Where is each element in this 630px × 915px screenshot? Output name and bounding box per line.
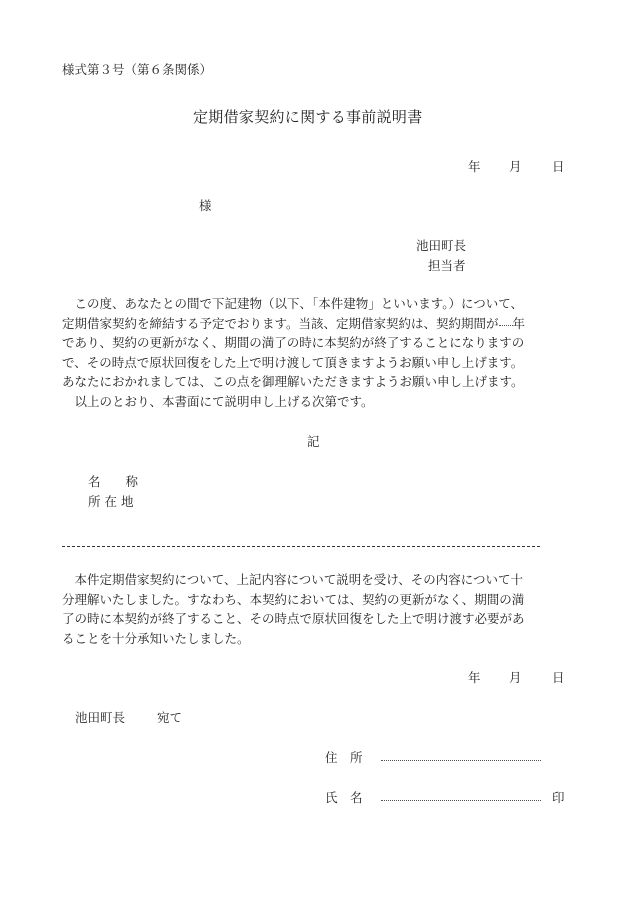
date-day-label: 日 [552,159,565,174]
ack-line: 分理解いたしました。すなわち、本契約においては、契約の更新がなく、期間の満 [62,591,525,607]
ack-line: ることを十分承知いたしました。 [62,630,250,646]
sender-person: 担当者 [428,258,466,273]
document-title: 定期借家契約に関する事前説明書 [193,108,423,126]
body-line-segment: 定期借家契約を締結する予定でおります。当該、定期借家契約は、契約期間が [62,315,499,331]
body-line: 以上のとおり、本書面にて説明申し上げる次第です。 [74,393,374,409]
address-field-line[interactable] [381,760,541,761]
body-line: であり、契約の更新がなく、期間の満了の時に本契約が終了することになりますの [62,335,525,350]
address-label: 住 所 [325,750,363,765]
field-location-label: 所 在 地 [88,494,134,509]
seal-mark: 印 [552,790,565,805]
ack-line: 本件定期借家契約について、上記内容について説明を受け、その内容について十 [74,572,524,587]
acknowledgement-body [62,570,568,648]
sender-org: 池田町長 [416,238,467,253]
form-number: 様式第３号（第６条関係） [62,62,213,77]
name-field-line[interactable] [381,800,541,801]
body-line: この度、あなたとの間で下記建物（以下、「本件建物」といいます。）について、 [74,296,524,311]
date-day-label: 日 [552,670,565,685]
date-year-label: 年 [468,159,481,174]
ack-line: 了の時に本契約が終了すること、その時点で原状回復をした上で明け渡す必要があ [62,611,525,626]
ki-heading: 記 [307,434,320,449]
cut-line-divider [62,546,540,547]
recipient-name: 池田町長 [75,710,126,725]
addressee-suffix: 様 [199,198,212,213]
recipient-suffix: 宛て [157,710,183,725]
date-month-label: 月 [509,670,522,685]
contract-period-blank [499,325,513,326]
body-line [62,314,568,334]
body-line-segment: 年 [512,315,526,331]
body-line: あなたにおかれましては、この点を御理解いただきますようお願い申し上げます。 [62,374,524,389]
date-month-label: 月 [509,159,522,174]
explanation-body [62,294,568,411]
body-line: で、その時点で原状回復をした上で明け渡して頂きますようお願い申し上げます。 [62,354,524,370]
name-label: 氏 名 [325,790,363,805]
field-name-label: 名 称 [88,474,139,489]
date-year-label: 年 [468,670,481,685]
